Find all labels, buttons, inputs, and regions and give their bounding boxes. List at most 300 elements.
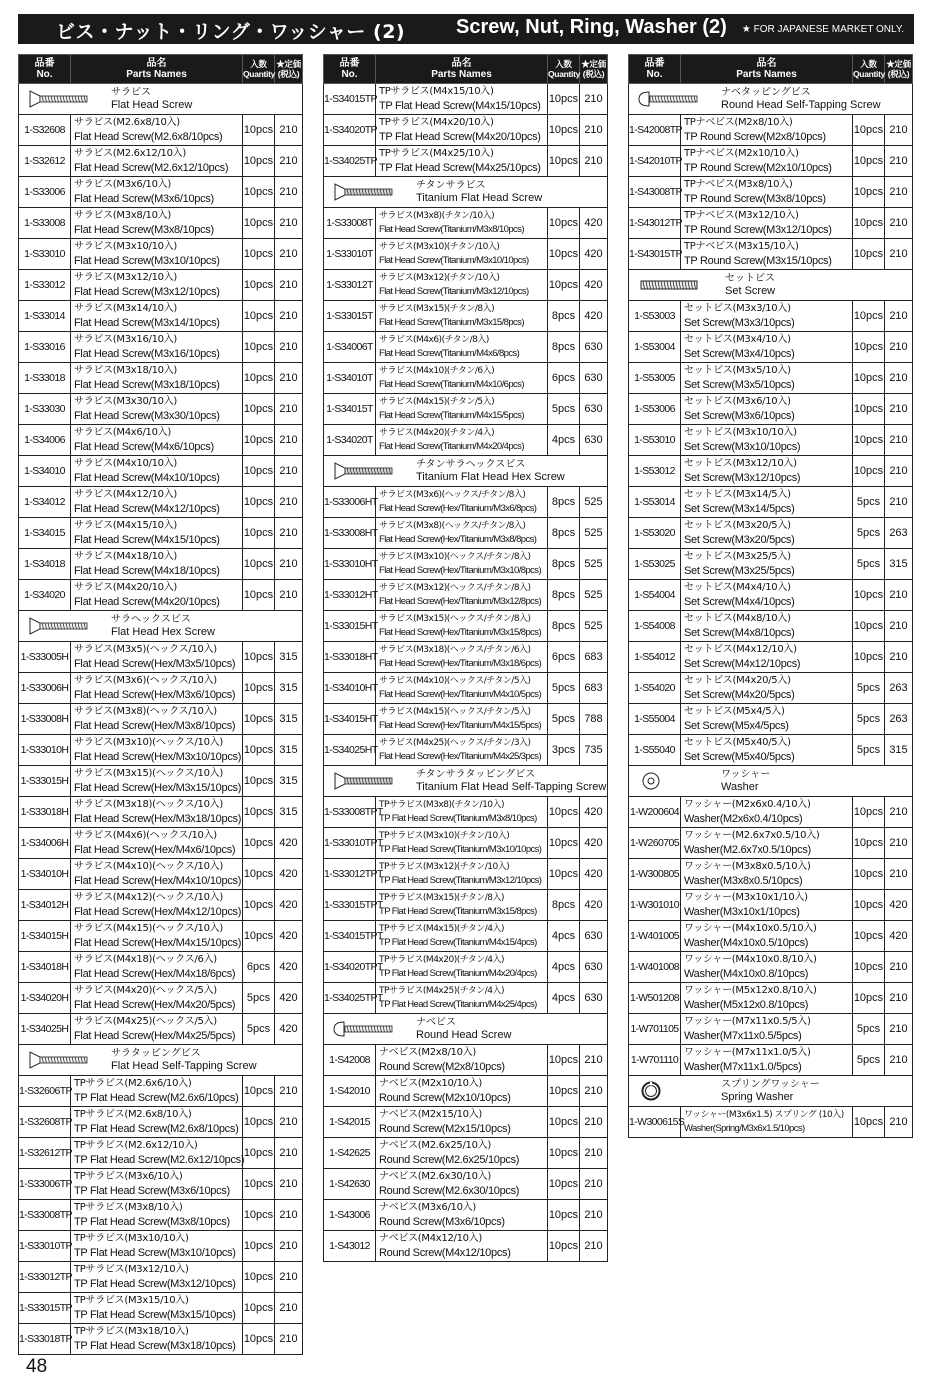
price: 210 bbox=[275, 456, 303, 487]
part-name bbox=[681, 363, 853, 394]
part-name-en: Set Screw(M3x25/5pcs) bbox=[684, 565, 795, 577]
header-qty-en: Quantity bbox=[243, 69, 276, 79]
part-number: 1-S53005 bbox=[629, 363, 681, 394]
titanium-flat-head-self-tapping-screw-icon bbox=[332, 772, 396, 790]
price: 210 bbox=[885, 487, 913, 518]
part-name-en: Set Screw(M3x5/10pcs) bbox=[684, 379, 795, 391]
part-name bbox=[681, 177, 853, 208]
table-row bbox=[324, 611, 608, 642]
price: 210 bbox=[275, 301, 303, 332]
table-row bbox=[324, 270, 608, 301]
category-row bbox=[629, 270, 913, 301]
part-number: 1-W701110 bbox=[629, 1045, 681, 1076]
part-name bbox=[681, 1107, 853, 1138]
table-row bbox=[324, 704, 608, 735]
part-name-jp: サラビス(M4x15)(ヘックス/チタン/5入) bbox=[379, 707, 531, 717]
quantity: 10pcs bbox=[548, 1231, 580, 1262]
part-name-jp: TPサラビス(M4x25/10入) bbox=[379, 148, 494, 159]
part-name-jp: TPナベビス(M3x15/10入) bbox=[684, 241, 799, 252]
part-number: 1-S33010H bbox=[19, 735, 71, 766]
quantity: 6pcs bbox=[548, 363, 580, 394]
part-name-jp: サラビス(M4x12/10入) bbox=[74, 489, 178, 500]
header-part-name bbox=[376, 55, 548, 84]
quantity: 5pcs bbox=[853, 704, 885, 735]
table-row bbox=[629, 115, 913, 146]
category-name-jp: チタンサラビス bbox=[416, 180, 486, 191]
quantity: 10pcs bbox=[548, 115, 580, 146]
header-part-number bbox=[19, 55, 71, 84]
category-row bbox=[324, 766, 608, 797]
quantity: 5pcs bbox=[853, 487, 885, 518]
quantity: 6pcs bbox=[243, 952, 275, 983]
part-name bbox=[376, 363, 548, 394]
part-number: 1-S33010TPT bbox=[324, 828, 376, 859]
price: 210 bbox=[580, 1076, 608, 1107]
part-number: 1-S53012 bbox=[629, 456, 681, 487]
part-name-jp: TPサラビス(M3x6/10入) bbox=[74, 1171, 183, 1182]
parts-column-2 bbox=[323, 54, 607, 1262]
part-name-en: Round Screw(M2x8/10pcs) bbox=[379, 1061, 505, 1073]
part-number: 1-S33008HT bbox=[324, 518, 376, 549]
table-row bbox=[629, 146, 913, 177]
part-name bbox=[376, 642, 548, 673]
part-name bbox=[376, 1200, 548, 1231]
part-name-jp: サラビス(M3x15)(チタン/8入) bbox=[379, 304, 495, 314]
table-row bbox=[19, 394, 303, 425]
quantity: 10pcs bbox=[548, 208, 580, 239]
table-row bbox=[629, 518, 913, 549]
part-number: 1-S32608 bbox=[19, 115, 71, 146]
quantity: 10pcs bbox=[548, 859, 580, 890]
part-name bbox=[376, 921, 548, 952]
price: 420 bbox=[275, 859, 303, 890]
table-row bbox=[324, 1138, 608, 1169]
quantity: 10pcs bbox=[243, 301, 275, 332]
part-name-en: Flat Head Screw(M3x10/10pcs) bbox=[74, 255, 220, 267]
header-pno-jp: 品番 bbox=[339, 58, 360, 69]
part-name bbox=[71, 1200, 243, 1231]
part-number: 1-S32612 bbox=[19, 146, 71, 177]
header-price-jp: ★定価 bbox=[886, 59, 911, 69]
part-name-en: TP Flat Head Screw(M3x18/10pcs) bbox=[74, 1340, 236, 1352]
quantity: 10pcs bbox=[243, 921, 275, 952]
quantity: 10pcs bbox=[243, 766, 275, 797]
part-number: 1-S33008TPT bbox=[324, 797, 376, 828]
quantity: 10pcs bbox=[853, 642, 885, 673]
category-name-jp: サラタッピングビス bbox=[111, 1048, 201, 1059]
part-name bbox=[71, 239, 243, 270]
part-name-en: Flat Head Screw(M3x18/10pcs) bbox=[74, 379, 220, 391]
part-number: 1-S34018 bbox=[19, 549, 71, 580]
category-name-en: Set Screw bbox=[725, 285, 776, 297]
table-row bbox=[19, 766, 303, 797]
header-price-jp: ★定価 bbox=[276, 59, 301, 69]
washer-icon bbox=[637, 772, 701, 790]
quantity: 10pcs bbox=[243, 518, 275, 549]
part-name-en: Set Screw(M4x20/5pcs) bbox=[684, 689, 795, 701]
table-row bbox=[629, 611, 913, 642]
part-number: 1-S33015H bbox=[19, 766, 71, 797]
part-number: 1-W200604 bbox=[629, 797, 681, 828]
part-name bbox=[71, 642, 243, 673]
part-number: 1-W401008 bbox=[629, 952, 681, 983]
price: 210 bbox=[275, 270, 303, 301]
table-row bbox=[324, 1076, 608, 1107]
category-name-jp: サラヘックスビス bbox=[111, 614, 191, 625]
price: 420 bbox=[275, 983, 303, 1014]
part-name-en: Set Screw(M5x40/5pcs) bbox=[684, 751, 795, 763]
quantity: 5pcs bbox=[548, 673, 580, 704]
part-number: 1-S34015HT bbox=[324, 704, 376, 735]
flat-head-hex-screw-icon bbox=[27, 617, 91, 635]
table-row bbox=[19, 1138, 303, 1169]
part-name bbox=[681, 797, 853, 828]
part-number: 1-S34020T bbox=[324, 425, 376, 456]
part-number: 1-S33018TP bbox=[19, 1324, 71, 1355]
quantity: 10pcs bbox=[243, 828, 275, 859]
table-row bbox=[629, 549, 913, 580]
part-name bbox=[376, 828, 548, 859]
table-row bbox=[629, 952, 913, 983]
part-name-en: Set Screw(M3x14/5pcs) bbox=[684, 503, 795, 515]
quantity: 10pcs bbox=[243, 642, 275, 673]
table-row bbox=[19, 239, 303, 270]
table-row bbox=[19, 301, 303, 332]
part-name-jp: サラビス(M3x10/10入) bbox=[74, 241, 178, 252]
part-name-jp: TPサラビス(M4x20)(チタン/4入) bbox=[379, 955, 505, 965]
part-name-jp: サラビス(M4x25)(ヘックス/5入) bbox=[74, 1016, 217, 1027]
part-name-en: Round Screw(M2x10/10pcs) bbox=[379, 1092, 511, 1104]
part-name-en: Washer(M4x10x0.8/10pcs) bbox=[684, 968, 809, 980]
part-name-jp: TPサラビス(M3x10)(チタン/10入) bbox=[379, 831, 510, 841]
part-name-en: Set Screw(M3x12/10pcs) bbox=[684, 472, 801, 484]
part-name-jp: サラビス(M4x6)(ヘックス/10入) bbox=[74, 830, 217, 841]
table-row bbox=[629, 456, 913, 487]
part-name-en: Flat Head Screw(Hex/Titanium/M4x25/3pcs) bbox=[379, 751, 542, 762]
part-name-en: Flat Head Screw(M4x10/10pcs) bbox=[74, 472, 220, 484]
category-name-en: Washer bbox=[721, 781, 759, 793]
quantity: 10pcs bbox=[548, 1107, 580, 1138]
price: 210 bbox=[885, 642, 913, 673]
part-number: 1-S33018HT bbox=[324, 642, 376, 673]
part-name bbox=[681, 301, 853, 332]
part-number: 1-S33030 bbox=[19, 394, 71, 425]
part-name bbox=[681, 611, 853, 642]
price: 630 bbox=[580, 363, 608, 394]
part-name-jp: TPサラビス(M3x12)(チタン/10入) bbox=[379, 862, 510, 872]
quantity: 10pcs bbox=[243, 239, 275, 270]
part-name bbox=[71, 1262, 243, 1293]
part-number: 1-S55004 bbox=[629, 704, 681, 735]
part-name bbox=[71, 1138, 243, 1169]
table-row bbox=[324, 1169, 608, 1200]
part-name bbox=[681, 394, 853, 425]
quantity: 10pcs bbox=[243, 1076, 275, 1107]
quantity: 8pcs bbox=[548, 580, 580, 611]
part-name-en: Flat Head Screw(Hex/M3x18/10pcs) bbox=[74, 813, 242, 825]
quantity: 10pcs bbox=[853, 580, 885, 611]
part-number: 1-W401005 bbox=[629, 921, 681, 952]
part-name-en: TP Flat Head Screw(Titanium/M4x25/4pcs) bbox=[379, 999, 537, 1010]
price: 210 bbox=[885, 1014, 913, 1045]
category-row bbox=[324, 456, 608, 487]
part-number: 1-S33015T bbox=[324, 301, 376, 332]
header-part-number bbox=[629, 55, 681, 84]
table-row bbox=[629, 673, 913, 704]
price: 210 bbox=[885, 580, 913, 611]
part-name-jp: サラビス(M2.6x8/10入) bbox=[74, 117, 180, 128]
part-name-jp: セットビス(M4x8/10入) bbox=[684, 613, 791, 624]
quantity: 10pcs bbox=[243, 1107, 275, 1138]
part-name-jp: サラビス(M3x12/10入) bbox=[74, 272, 178, 283]
part-name-jp: TPサラビス(M3x8/10入) bbox=[74, 1202, 183, 1213]
category-name-jp: セットビス bbox=[725, 273, 775, 284]
part-name bbox=[376, 549, 548, 580]
part-number: 1-S53025 bbox=[629, 549, 681, 580]
part-name bbox=[681, 1014, 853, 1045]
price: 210 bbox=[275, 332, 303, 363]
part-name bbox=[376, 735, 548, 766]
part-name-en: TP Round Screw(M3x12/10pcs) bbox=[684, 224, 832, 236]
part-name bbox=[71, 394, 243, 425]
table-row bbox=[324, 890, 608, 921]
part-number: 1-S53003 bbox=[629, 301, 681, 332]
part-name-jp: サラビス(M3x14/10入) bbox=[74, 303, 178, 314]
price: 210 bbox=[275, 1293, 303, 1324]
part-name bbox=[681, 115, 853, 146]
price: 210 bbox=[885, 115, 913, 146]
table-row bbox=[324, 518, 608, 549]
part-name-jp: ワッシャー(M4x10x0.8/10入) bbox=[684, 954, 817, 965]
category-name-en: Round Head Self-Tapping Screw bbox=[721, 99, 881, 111]
price: 210 bbox=[275, 146, 303, 177]
header-part-number bbox=[324, 55, 376, 84]
category-row bbox=[629, 766, 913, 797]
quantity: 5pcs bbox=[853, 549, 885, 580]
table-row bbox=[629, 1107, 913, 1138]
part-name bbox=[71, 797, 243, 828]
table-row bbox=[324, 642, 608, 673]
price: 315 bbox=[275, 735, 303, 766]
part-number: 1-S34010 bbox=[19, 456, 71, 487]
part-name-jp: サラビス(M4x10/10入) bbox=[74, 458, 178, 469]
quantity: 5pcs bbox=[243, 1014, 275, 1045]
table-row bbox=[324, 301, 608, 332]
quantity: 5pcs bbox=[853, 518, 885, 549]
part-number: 1-S34010H bbox=[19, 859, 71, 890]
part-name-en: Flat Head Screw(Hex/Titanium/M3x18/6pcs) bbox=[379, 658, 542, 669]
quantity: 10pcs bbox=[548, 828, 580, 859]
price: 210 bbox=[885, 1045, 913, 1076]
part-number: 1-S33016 bbox=[19, 332, 71, 363]
part-name-en: TP Flat Head Screw(M3x10/10pcs) bbox=[74, 1247, 236, 1259]
price: 210 bbox=[580, 84, 608, 115]
part-number: 1-S33018H bbox=[19, 797, 71, 828]
part-name-jp: サラビス(M4x18)(ヘックス/6入) bbox=[74, 954, 217, 965]
part-name bbox=[71, 1324, 243, 1355]
part-name bbox=[681, 921, 853, 952]
part-number: 1-S34020TP bbox=[324, 115, 376, 146]
quantity: 10pcs bbox=[548, 146, 580, 177]
category-name-jp: チタンサラヘックスビス bbox=[416, 459, 526, 470]
part-name-jp: サラビス(M4x10)(ヘックス/チタン/5入) bbox=[379, 676, 531, 686]
table-row bbox=[629, 642, 913, 673]
price: 525 bbox=[580, 549, 608, 580]
table-row bbox=[324, 487, 608, 518]
part-name-en: TP Flat Head Screw(M4x25/10pcs) bbox=[379, 162, 541, 174]
part-name-jp: セットビス(M3x25/5入) bbox=[684, 551, 791, 562]
part-number: 1-S32608TP bbox=[19, 1107, 71, 1138]
category-name-en: Flat Head Hex Screw bbox=[111, 626, 215, 638]
table-row bbox=[324, 146, 608, 177]
price: 420 bbox=[580, 797, 608, 828]
part-number: 1-S55040 bbox=[629, 735, 681, 766]
price: 210 bbox=[580, 1231, 608, 1262]
part-number: 1-S34006 bbox=[19, 425, 71, 456]
price: 420 bbox=[275, 890, 303, 921]
part-name-en: TP Flat Head Screw(M2.6x12/10pcs) bbox=[74, 1154, 245, 1166]
price: 525 bbox=[580, 487, 608, 518]
quantity: 5pcs bbox=[548, 704, 580, 735]
part-name bbox=[376, 1231, 548, 1262]
quantity: 10pcs bbox=[243, 580, 275, 611]
part-name-jp: ワッシャー(M3x6x1.5) スプリング (10入) bbox=[684, 1110, 844, 1120]
part-number: 1-S34012 bbox=[19, 487, 71, 518]
part-name bbox=[71, 1107, 243, 1138]
price: 210 bbox=[275, 487, 303, 518]
part-name-en: Flat Head Screw(Titanium/M4x20/4pcs) bbox=[379, 441, 524, 452]
table-row bbox=[324, 859, 608, 890]
price: 420 bbox=[580, 270, 608, 301]
parts-table bbox=[18, 54, 303, 1355]
part-name bbox=[71, 208, 243, 239]
part-name-en: Flat Head Screw(M3x12/10pcs) bbox=[74, 286, 220, 298]
price: 210 bbox=[275, 1076, 303, 1107]
part-number: 1-S54020 bbox=[629, 673, 681, 704]
part-name bbox=[376, 611, 548, 642]
table-row bbox=[629, 1045, 913, 1076]
quantity: 10pcs bbox=[853, 859, 885, 890]
price: 210 bbox=[275, 363, 303, 394]
quantity: 5pcs bbox=[853, 1045, 885, 1076]
quantity: 10pcs bbox=[243, 859, 275, 890]
part-name-jp: ワッシャー(M7x11x1.0/5入) bbox=[684, 1047, 811, 1058]
price: 210 bbox=[275, 580, 303, 611]
price: 683 bbox=[580, 642, 608, 673]
part-name bbox=[681, 642, 853, 673]
quantity: 10pcs bbox=[243, 456, 275, 487]
part-name-en: Flat Head Screw(Titanium/M3x8/10pcs) bbox=[379, 224, 524, 235]
part-name-jp: TPサラビス(M4x15)(チタン/4入) bbox=[379, 924, 505, 934]
table-row bbox=[629, 363, 913, 394]
price: 210 bbox=[885, 394, 913, 425]
part-name bbox=[681, 1045, 853, 1076]
part-name-en: Set Screw(M4x8/10pcs) bbox=[684, 627, 795, 639]
part-number: 1-S42008TP bbox=[629, 115, 681, 146]
quantity: 10pcs bbox=[243, 1169, 275, 1200]
category-name-jp: チタンサラタッピングビス bbox=[416, 769, 536, 780]
part-name-jp: TPサラビス(M2.6x6/10入) bbox=[74, 1078, 192, 1089]
price: 210 bbox=[580, 1107, 608, 1138]
part-number: 1-S42010TP bbox=[629, 146, 681, 177]
part-name bbox=[71, 952, 243, 983]
quantity: 3pcs bbox=[548, 735, 580, 766]
category-name-jp: スプリングワッシャー bbox=[721, 1079, 820, 1090]
part-name-en: Flat Head Screw(Hex/Titanium/M3x10/8pcs) bbox=[379, 565, 542, 576]
part-name-en: Flat Head Screw(Titanium/M4x6/8pcs) bbox=[379, 348, 520, 359]
quantity: 10pcs bbox=[548, 1169, 580, 1200]
part-number: 1-S33012T bbox=[324, 270, 376, 301]
part-name-jp: TPナベビス(M3x12/10入) bbox=[684, 210, 799, 221]
table-row bbox=[629, 735, 913, 766]
category-name-jp: ナベビス bbox=[416, 1017, 456, 1028]
part-name-en: Flat Head Screw(M3x8/10pcs) bbox=[74, 224, 214, 236]
part-name-en: Round Screw(M3x6/10pcs) bbox=[379, 1216, 505, 1228]
part-name-en: TP Flat Head Screw(M3x12/10pcs) bbox=[74, 1278, 236, 1290]
part-number: 1-S34015TPT bbox=[324, 921, 376, 952]
part-name-jp: ワッシャー(M5x12x0.8/10入) bbox=[684, 985, 817, 996]
header-pno-en: No. bbox=[36, 69, 53, 80]
part-name bbox=[376, 859, 548, 890]
part-name-jp: サラビス(M4x15)(チタン/5入) bbox=[379, 397, 495, 407]
price: 315 bbox=[275, 673, 303, 704]
price: 420 bbox=[885, 921, 913, 952]
round-head-screw-icon bbox=[332, 1020, 396, 1038]
part-number: 1-S34015H bbox=[19, 921, 71, 952]
quantity: 8pcs bbox=[548, 332, 580, 363]
quantity: 10pcs bbox=[243, 1293, 275, 1324]
price: 210 bbox=[885, 363, 913, 394]
part-number: 1-S34006T bbox=[324, 332, 376, 363]
quantity: 10pcs bbox=[853, 611, 885, 642]
quantity: 10pcs bbox=[548, 1200, 580, 1231]
header-part-name bbox=[71, 55, 243, 84]
header-pno-jp: 品番 bbox=[34, 58, 55, 69]
category-row bbox=[629, 84, 913, 115]
price: 630 bbox=[580, 332, 608, 363]
header-part-name bbox=[681, 55, 853, 84]
price: 525 bbox=[580, 611, 608, 642]
part-name bbox=[376, 332, 548, 363]
part-number: 1-S33012TP bbox=[19, 1262, 71, 1293]
price: 525 bbox=[580, 518, 608, 549]
price: 315 bbox=[275, 642, 303, 673]
table-row bbox=[19, 1169, 303, 1200]
table-row bbox=[324, 394, 608, 425]
quantity: 10pcs bbox=[243, 146, 275, 177]
table-row bbox=[19, 363, 303, 394]
part-number: 1-S33010HT bbox=[324, 549, 376, 580]
part-name-en: Washer(M5x12x0.8/10pcs) bbox=[684, 999, 809, 1011]
quantity: 4pcs bbox=[548, 425, 580, 456]
part-number: 1-W301010 bbox=[629, 890, 681, 921]
part-name-en: TP Flat Head Screw(M4x15/10pcs) bbox=[379, 100, 541, 112]
part-name-jp: サラビス(M4x15/10入) bbox=[74, 520, 178, 531]
table-row bbox=[629, 1014, 913, 1045]
quantity: 4pcs bbox=[548, 983, 580, 1014]
table-row bbox=[19, 518, 303, 549]
part-name-jp: TPサラビス(M2.6x12/10入) bbox=[74, 1140, 198, 1151]
part-name-en: Round Screw(M4x12/10pcs) bbox=[379, 1247, 511, 1259]
part-name-en: Set Screw(M3x20/5pcs) bbox=[684, 534, 795, 546]
header-name-jp: 品名 bbox=[756, 58, 777, 69]
header-name-en: Parts Names bbox=[431, 69, 492, 80]
table-row bbox=[629, 487, 913, 518]
quantity: 10pcs bbox=[548, 84, 580, 115]
part-name-en: Flat Head Screw(Hex/M3x15/10pcs) bbox=[74, 782, 242, 794]
part-name bbox=[71, 890, 243, 921]
table-row bbox=[324, 673, 608, 704]
